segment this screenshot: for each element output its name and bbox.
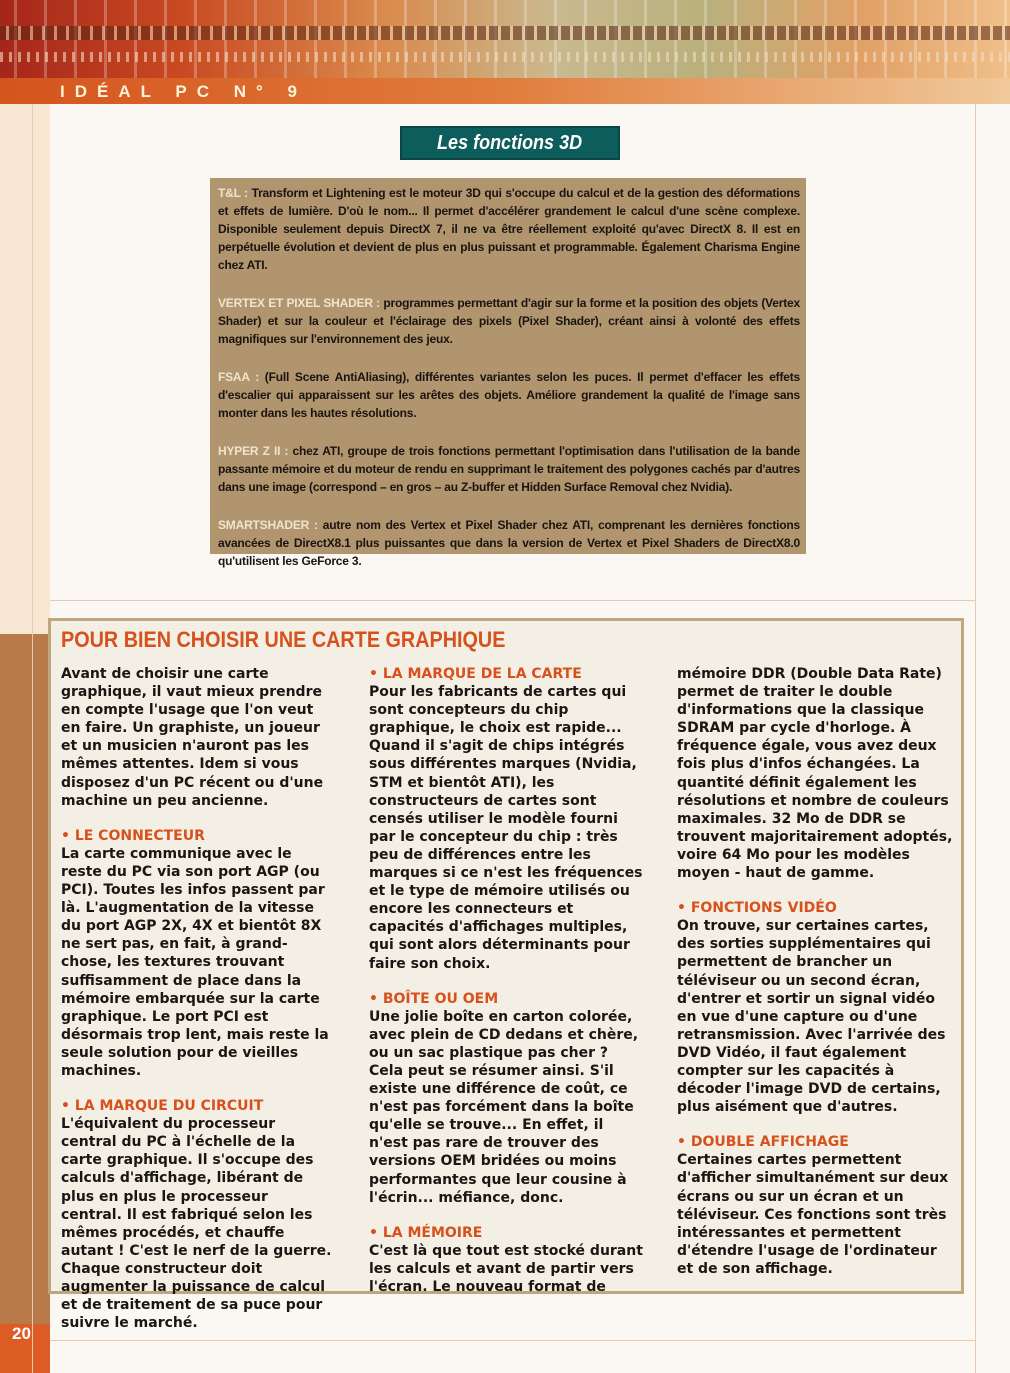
section-text: C'est là que tout est stocké durant les calculs et avant de partir vers l'écran. Le nouveau format de [369, 1242, 643, 1295]
function-text: (Full Scene AntiAliasing), différentes variantes selon les puces. Il permet d'effacer les effets d'escalier qui apparaissent sur les arêtes des objets. Améliore grandement la qualité de l'image sans monter dans les hautes résolutions. [218, 370, 800, 420]
function-text: chez ATI, groupe de trois fonctions permettant l'optimisation dans l'utilisation de la bande passante mémoire et du moteur de rendu en supprimant le traitement des polygones cachés par d'autres dans une image (correspond – en gros – au Z-buffer et Hidden Surface Removal chez Nvidia). [218, 444, 800, 494]
section-text: Certaines cartes permettent d'afficher simultanément sur deux écrans ou sur un écran et un téléviseur. Ces fonctions sont très intéressantes et permettent d'étendre l'usage de l'ordinateur et de son affichage. [677, 1152, 949, 1277]
magazine-header: IDÉAL PC N° 9 [60, 82, 308, 101]
function-item [218, 294, 800, 348]
buying-guide-box [48, 618, 964, 1332]
section-heading: • LE CONNECTEUR [61, 827, 333, 845]
left-margin-band [0, 634, 50, 1324]
section-heading: • LA MÉMOIRE [369, 1224, 643, 1242]
function-term: T&L : [218, 186, 248, 200]
function-text: autre nom des Vertex et Pixel Shader chez ATI, comprenant les dernières fonctions avancées de DirectX8.1 plus puissantes que dans la version de Vertex et Pixel Shaders de DirectX8.0 qu'utilisent les GeForce 3. [218, 518, 800, 568]
function-text: programmes permettant d'agir sur la forme et la position des objets (Vertex Shader) et sur la couleur et l'éclairage des pixels (Pixel Shader), créant ainsi à volonté des effets magnifiques sur l'environnement des jeux. [218, 296, 800, 346]
guide-section [677, 1133, 953, 1278]
guide-line [50, 600, 975, 601]
function-item [218, 442, 800, 496]
guide-column-2 [369, 665, 643, 1313]
section-text: On trouve, sur certaines cartes, des sorties supplémentaires qui permettent de brancher un téléviseur ou un second écran, d'entrer et sortir un signal vidéo en vue d'une capture ou d'une retransmission. Avec l'arrivée des DVD Vidéo, il faut également compter sur les capacités à décoder l'image DVD de certains, plus aisément que d'autres. [677, 918, 946, 1116]
section-text: Une jolie boîte en carton colorée, avec plein de CD dedans et chère, ou un sac plastique pas cher ? Cela peut se résumer ainsi. S'il existe une différence de coût, ce n'est pas forcément dans la boîte qu'elle se trouve... En effet, il n'est pas rare de trouver des versions OEM bridées ou moins performantes que leur cousine à l'écrin... méfiance, donc. [369, 1008, 639, 1206]
section-heading: • BOÎTE OU OEM [369, 990, 643, 1008]
function-term: SMARTSHADER : [218, 518, 318, 532]
guide-intro: Avant de choisir une carte graphique, il vaut mieux prendre en compte l'usage que l'on veut en faire. Un graphiste, un joueur et un musicien n'auront pas les mêmes attentes. Idem si vous disposez d'un PC récent ou d'une machine un peu ancienne. [61, 666, 324, 809]
section-heading: • FONCTIONS VIDÉO [677, 899, 953, 917]
left-margin [0, 104, 50, 634]
guide-section [61, 1097, 333, 1332]
functions-title: Les fonctions 3D [437, 131, 583, 154]
guide-section [61, 827, 333, 1080]
guide-column-1 [61, 665, 333, 1349]
guide-column-3 [677, 665, 953, 1295]
function-item [218, 368, 800, 422]
function-text: Transform et Lightening est le moteur 3D qui s'occupe du calcul et de la gestion des déformations et effets de lumière. D'où le nom... Il permet d'accélérer grandement le calcul d'une scène complexe. Disponible seulement depuis DirectX 7, il ne va être réellement exploité qu'avec DirectX 8. Il est en perpétuelle évolution et devient de plus en plus puissant et programmable. Également Charisma Engine chez ATI. [218, 186, 800, 272]
function-item [218, 516, 800, 570]
guide-title: POUR BIEN CHOISIR UNE CARTE GRAPHIQUE [61, 627, 506, 652]
section-text: Pour les fabricants de cartes qui sont concepteurs du chip graphique, le choix est rapide... Quand il s'agit de chips intégrés sous différentes marques (Nvidia, STM et bientôt ATI), les constructeurs de cartes sont censés utiliser le modèle fourni par le concepteur du chip : très peu de différences entre les marques si ce n'est les fréquences et le type de mémoire utilisés ou encore les connecteurs et capacités d'affichages multiples, qui sont alors déterminants pour faire son choix. [369, 684, 643, 972]
page-number: 20 [12, 1324, 31, 1343]
guide-section [369, 665, 643, 973]
section-heading: • LA MARQUE DE LA CARTE [369, 665, 643, 683]
guide-line [32, 104, 33, 1373]
section-text: La carte communique avec le reste du PC via son port AGP (ou PCI). Toutes les infos passent par là. L'augmentation de la vitesse du port AGP 2X, 4X et bientôt 8X ne sert pas, en fait, à grand-chose, les textures trouvant suffisamment de place dans la mémoire embarquée sur la carte graphique. Le port PCI est désormais trop lent, mais reste la seule solution pour de vieilles machines. [61, 845, 329, 1079]
functions-title-box [400, 126, 620, 160]
section-heading: • DOUBLE AFFICHAGE [677, 1133, 953, 1151]
header-banner-image [0, 0, 1010, 78]
guide-section [677, 899, 953, 1116]
function-item [218, 184, 800, 274]
functions-box [210, 178, 806, 568]
section-text: L'équivalent du processeur central du PC à l'échelle de la carte graphique. Il s'occupe des calculs d'affichage, libérant de plus en plus le processeur central. Il est fabriqué selon les mêmes procédés, et chauffe autant ! C'est le nerf de la guerre. Chaque constructeur doit augmenter la puissance de calcul et de traitement de sa puce pour suivre le marché. [61, 1116, 332, 1332]
function-term: VERTEX ET PIXEL SHADER : [218, 296, 380, 310]
guide-section [369, 1224, 643, 1296]
guide-section [369, 990, 643, 1207]
function-term: HYPER Z II : [218, 444, 289, 458]
function-term: FSAA : [218, 370, 260, 384]
section-heading: • LA MARQUE DU CIRCUIT [61, 1097, 333, 1115]
guide-line [975, 104, 976, 1373]
section-text: mémoire DDR (Double Data Rate) permet de traiter le double d'informations que la classique SDRAM par cycle d'horloge. À fréquence égale, vous avez deux fois plus d'infos échangées. La quantité définit également les résolutions et nombre de couleurs maximales. 32 Mo de DDR se trouvent majoritairement adoptés, voire 64 Mo pour les modèles moyen - haut de gamme. [677, 666, 953, 882]
